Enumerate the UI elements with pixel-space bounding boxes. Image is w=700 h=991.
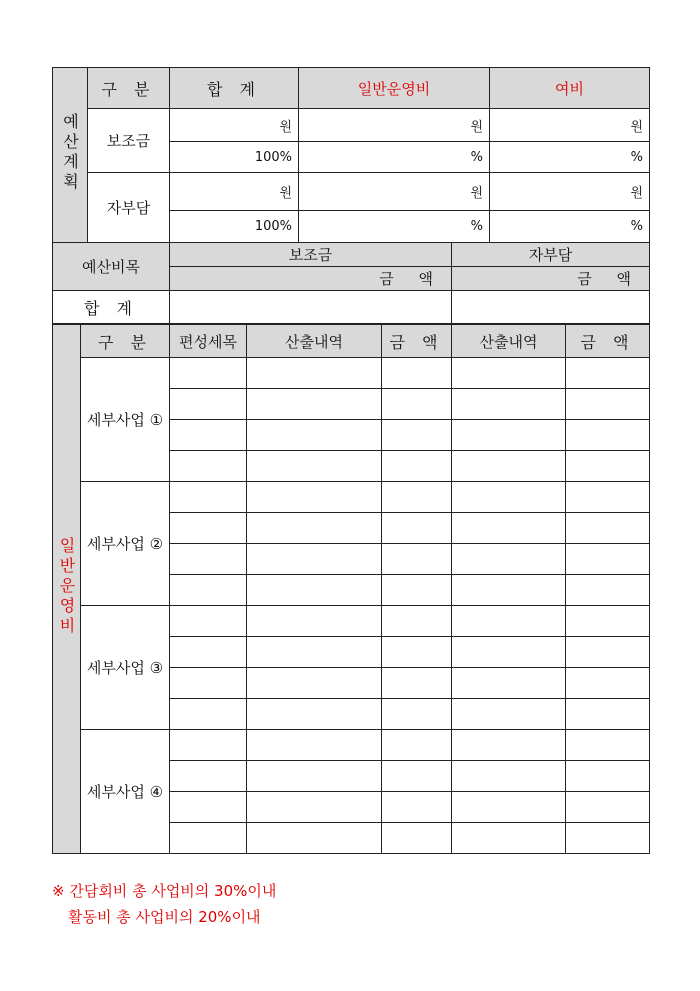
detail-header-gubun: 구 분 <box>81 325 170 358</box>
percent-total-cell[interactable]: 100% <box>170 142 299 173</box>
detail-header-amount2: 금 액 <box>566 325 650 358</box>
percent-cell[interactable]: % <box>490 211 650 243</box>
detail-cell[interactable] <box>566 792 650 823</box>
items-total-subsidy-cell[interactable] <box>170 291 452 324</box>
items-self: 자부담 <box>452 243 650 267</box>
detail-cell[interactable] <box>566 699 650 730</box>
plan-row-label-self: 자부담 <box>88 173 170 243</box>
items-subsidy-amount: 금 액 <box>170 267 452 291</box>
plan-header-travel: 여비 <box>490 68 650 109</box>
project-label: 세부사업 ① <box>81 358 170 482</box>
detail-cell[interactable] <box>382 420 452 451</box>
plan-header-total: 합 계 <box>170 68 299 109</box>
detail-cell[interactable] <box>247 389 382 420</box>
detail-cell[interactable] <box>247 761 382 792</box>
detail-cell[interactable] <box>452 792 566 823</box>
detail-header-calc2: 산출내역 <box>452 325 566 358</box>
detail-header-amount1: 금 액 <box>382 325 452 358</box>
detail-cell[interactable] <box>247 358 382 389</box>
detail-row <box>53 730 650 761</box>
percent-cell[interactable]: % <box>299 211 490 243</box>
plan-row-label-subsidy: 보조금 <box>88 109 170 173</box>
detail-cell[interactable] <box>170 575 247 606</box>
general-expense-table <box>52 324 650 854</box>
detail-cell[interactable] <box>170 389 247 420</box>
detail-cell[interactable] <box>566 420 650 451</box>
detail-cell[interactable] <box>566 761 650 792</box>
detail-cell[interactable] <box>170 637 247 668</box>
detail-cell[interactable] <box>452 823 566 854</box>
detail-cell[interactable] <box>452 389 566 420</box>
items-total-label: 합 계 <box>53 291 170 324</box>
detail-cell[interactable] <box>382 637 452 668</box>
detail-cell[interactable] <box>170 451 247 482</box>
detail-cell[interactable] <box>382 575 452 606</box>
won-cell[interactable]: 원 <box>170 173 299 211</box>
detail-cell[interactable] <box>452 606 566 637</box>
detail-cell[interactable] <box>382 699 452 730</box>
detail-cell[interactable] <box>566 389 650 420</box>
detail-cell[interactable] <box>566 668 650 699</box>
project-label: 세부사업 ② <box>81 482 170 606</box>
detail-cell[interactable] <box>170 730 247 761</box>
detail-cell[interactable] <box>247 544 382 575</box>
detail-cell[interactable] <box>382 668 452 699</box>
detail-cell[interactable] <box>247 451 382 482</box>
detail-cell[interactable] <box>170 513 247 544</box>
detail-cell[interactable] <box>452 420 566 451</box>
detail-cell[interactable] <box>247 668 382 699</box>
detail-side-label: 일반운영비 <box>53 325 81 854</box>
detail-cell[interactable] <box>382 792 452 823</box>
detail-cell[interactable] <box>170 792 247 823</box>
detail-cell[interactable] <box>382 761 452 792</box>
won-cell[interactable]: 원 <box>299 109 490 142</box>
plan-side-label: 예산계획 <box>53 68 88 243</box>
detail-cell[interactable] <box>452 451 566 482</box>
budget-plan-table <box>52 67 650 324</box>
won-cell[interactable]: 원 <box>170 109 299 142</box>
detail-cell[interactable] <box>170 482 247 513</box>
detail-cell[interactable] <box>452 730 566 761</box>
detail-cell[interactable] <box>247 823 382 854</box>
detail-cell[interactable] <box>247 420 382 451</box>
detail-cell[interactable] <box>382 544 452 575</box>
detail-cell[interactable] <box>170 358 247 389</box>
detail-cell[interactable] <box>247 730 382 761</box>
plan-header-general: 일반운영비 <box>299 68 490 109</box>
won-cell[interactable]: 원 <box>299 173 490 211</box>
detail-cell[interactable] <box>566 451 650 482</box>
detail-cell[interactable] <box>566 482 650 513</box>
items-self-amount: 금 액 <box>452 267 650 291</box>
detail-cell[interactable] <box>452 358 566 389</box>
percent-total-cell[interactable]: 100% <box>170 211 299 243</box>
percent-cell[interactable]: % <box>299 142 490 173</box>
detail-cell[interactable] <box>566 730 650 761</box>
detail-cell[interactable] <box>566 637 650 668</box>
detail-cell[interactable] <box>566 358 650 389</box>
project-label: 세부사업 ④ <box>81 730 170 854</box>
detail-cell[interactable] <box>452 482 566 513</box>
detail-cell[interactable] <box>382 606 452 637</box>
detail-header-item: 편성세목 <box>170 325 247 358</box>
items-subsidy: 보조금 <box>170 243 452 267</box>
detail-cell[interactable] <box>452 513 566 544</box>
detail-cell[interactable] <box>566 823 650 854</box>
note-line-2: 활동비 총 사업비의 20%이내 <box>68 908 261 926</box>
detail-header-calc1: 산출내역 <box>247 325 382 358</box>
detail-cell[interactable] <box>382 389 452 420</box>
detail-row <box>53 358 650 389</box>
detail-cell[interactable] <box>247 637 382 668</box>
percent-cell[interactable]: % <box>490 142 650 173</box>
detail-cell[interactable] <box>170 761 247 792</box>
detail-cell[interactable] <box>452 544 566 575</box>
detail-cell[interactable] <box>452 699 566 730</box>
detail-cell[interactable] <box>247 482 382 513</box>
detail-cell[interactable] <box>566 606 650 637</box>
detail-cell[interactable] <box>452 761 566 792</box>
detail-cell[interactable] <box>170 606 247 637</box>
detail-cell[interactable] <box>382 358 452 389</box>
detail-cell[interactable] <box>247 575 382 606</box>
detail-cell[interactable] <box>170 668 247 699</box>
detail-cell[interactable] <box>382 513 452 544</box>
won-cell[interactable]: 원 <box>490 109 650 142</box>
detail-row <box>53 482 650 513</box>
detail-cell[interactable] <box>566 513 650 544</box>
detail-cell[interactable] <box>452 637 566 668</box>
detail-cell[interactable] <box>382 451 452 482</box>
detail-cell[interactable] <box>452 668 566 699</box>
project-label: 세부사업 ③ <box>81 606 170 730</box>
detail-cell[interactable] <box>452 575 566 606</box>
detail-row <box>53 606 650 637</box>
won-cell[interactable]: 원 <box>490 173 650 211</box>
detail-cell[interactable] <box>382 482 452 513</box>
detail-cell[interactable] <box>170 544 247 575</box>
detail-cell[interactable] <box>247 792 382 823</box>
items-total-self-cell[interactable] <box>452 291 650 324</box>
items-label: 예산비목 <box>53 243 170 291</box>
detail-cell[interactable] <box>247 606 382 637</box>
detail-cell[interactable] <box>170 699 247 730</box>
detail-cell[interactable] <box>247 513 382 544</box>
detail-cell[interactable] <box>566 575 650 606</box>
plan-header-gubun: 구 분 <box>88 68 170 109</box>
detail-cell[interactable] <box>382 730 452 761</box>
detail-cell[interactable] <box>247 699 382 730</box>
detail-cell[interactable] <box>170 823 247 854</box>
note-line-1: ※ 간담회비 총 사업비의 30%이내 <box>52 882 277 900</box>
detail-cell[interactable] <box>170 420 247 451</box>
detail-cell[interactable] <box>382 823 452 854</box>
detail-cell[interactable] <box>566 544 650 575</box>
